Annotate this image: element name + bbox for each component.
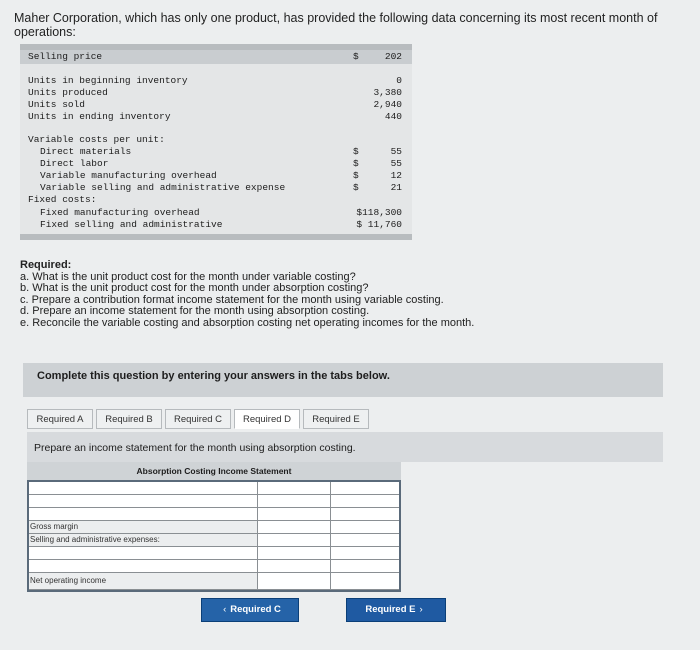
statement-row [27, 521, 401, 534]
statement-title: Absorption Costing Income Statement [27, 462, 401, 480]
total-input[interactable] [331, 534, 401, 546]
required-title: Required: [20, 259, 72, 271]
data-table [20, 44, 412, 240]
amount-input[interactable] [258, 534, 331, 546]
required-item: a. What is the unit product cost for the month under variable costing? [20, 270, 356, 283]
cost-label: Direct materials [40, 146, 132, 157]
statement-row [27, 547, 401, 560]
cost-value: $ 11,760 [356, 219, 402, 230]
required-item: d. Prepare an income statement for the month using absorption costing. [20, 305, 370, 318]
table-row [20, 134, 412, 146]
next-required-button[interactable] [346, 598, 446, 622]
required-item: b. What is the unit product cost for the month under absorption costing? [20, 282, 369, 295]
variable-costs-header: Variable costs per unit: [28, 134, 165, 145]
cost-value: 12 [390, 170, 402, 181]
table-row [20, 182, 412, 194]
prev-required-button[interactable] [201, 598, 299, 622]
cost-label: Variable manufacturing overhead [40, 170, 217, 181]
row-label-input[interactable] [27, 508, 258, 520]
amount-input[interactable] [258, 521, 331, 533]
amount-input[interactable] [258, 482, 331, 494]
gross-margin-cell [27, 521, 258, 533]
table-row [20, 146, 412, 158]
table-row [20, 219, 412, 231]
total-input[interactable] [331, 482, 401, 494]
amount-input[interactable] [258, 508, 331, 520]
total-input[interactable] [331, 573, 401, 589]
gross-margin-label: Gross margin [30, 522, 79, 531]
selling-price-label: Selling price [28, 51, 103, 62]
table-row [20, 207, 412, 219]
complete-banner-text: Complete this question by entering your answers in the tabs below. [37, 370, 390, 382]
table-row [20, 75, 412, 87]
cost-label: Variable selling and administrative expense [40, 182, 286, 193]
units-value: 2,940 [373, 99, 402, 110]
total-input[interactable] [331, 521, 401, 533]
net-income-cell [27, 573, 258, 589]
amount-input[interactable] [258, 560, 331, 572]
row-label-input[interactable] [27, 547, 258, 559]
statement-row [27, 482, 401, 495]
amount-input[interactable] [258, 573, 331, 589]
required-item: e. Reconcile the variable costing and absorption costing net operating incomes for the month. [20, 316, 475, 329]
table-row [20, 170, 412, 182]
cost-label: Fixed selling and administrative [40, 219, 223, 230]
amount-input[interactable] [258, 547, 331, 559]
cost-currency: $ [353, 170, 359, 181]
units-value: 440 [384, 111, 402, 122]
fixed-costs-header: Fixed costs: [28, 194, 97, 205]
statement-row [27, 560, 401, 573]
statement-row [27, 508, 401, 521]
instruction-text: Prepare an income statement for the month using absorption costing. [34, 442, 356, 454]
tab-required-c[interactable]: Required C [165, 409, 231, 429]
amount-input[interactable] [258, 495, 331, 507]
next-button-label: Required E [365, 604, 416, 615]
cost-value: $118,300 [356, 207, 402, 218]
units-label: Units in beginning inventory [28, 75, 188, 86]
row-label-input[interactable] [27, 482, 258, 494]
chevron-right-icon: › [419, 604, 423, 615]
units-label: Units produced [28, 87, 108, 98]
table-bottom-bar [20, 234, 412, 240]
complete-banner [23, 363, 663, 397]
units-label: Units sold [28, 99, 86, 110]
units-value: 0 [396, 75, 402, 86]
tab-required-e[interactable]: Required E [303, 409, 369, 429]
selling-admin-label: Selling and administrative expenses: [30, 535, 160, 544]
income-statement-table [27, 462, 401, 594]
selling-price-row [20, 50, 412, 64]
problem-intro: Maher Corporation, which has only one product, has provided the following data concerning its most recent month of operations: [14, 11, 658, 39]
total-input[interactable] [331, 495, 401, 507]
instruction-bar [27, 432, 663, 462]
required-section [20, 260, 474, 330]
cost-currency: $ [353, 158, 359, 169]
cost-value: 55 [390, 158, 402, 169]
table-row [20, 99, 412, 111]
units-label: Units in ending inventory [28, 111, 171, 122]
row-label-input[interactable] [27, 560, 258, 572]
selling-price-currency: $ [353, 51, 359, 62]
tab-required-d[interactable]: Required D [234, 409, 300, 429]
cost-label: Fixed manufacturing overhead [40, 207, 200, 218]
cost-value: 21 [390, 182, 402, 193]
tab-required-a[interactable]: Required A [27, 409, 93, 429]
statement-row [27, 534, 401, 547]
table-row [20, 87, 412, 99]
selling-admin-cell [27, 534, 258, 546]
total-input[interactable] [331, 508, 401, 520]
cost-value: 55 [390, 146, 402, 157]
table-row [20, 158, 412, 170]
table-row [20, 194, 412, 206]
chevron-left-icon: ‹ [223, 604, 227, 615]
statement-row [27, 495, 401, 508]
selling-price-value: 202 [384, 51, 402, 62]
units-value: 3,380 [373, 87, 402, 98]
row-label-input[interactable] [27, 495, 258, 507]
required-item: c. Prepare a contribution format income statement for the month using variable costing. [20, 293, 444, 306]
prev-button-label: Required C [230, 604, 281, 615]
net-income-label: Net operating income [30, 576, 107, 585]
total-input[interactable] [331, 560, 401, 572]
table-row [20, 111, 412, 123]
tab-required-b[interactable]: Required B [96, 409, 162, 429]
total-input[interactable] [331, 547, 401, 559]
cost-currency: $ [353, 182, 359, 193]
statement-row [27, 573, 401, 590]
cost-currency: $ [353, 146, 359, 157]
cost-label: Direct labor [40, 158, 109, 169]
